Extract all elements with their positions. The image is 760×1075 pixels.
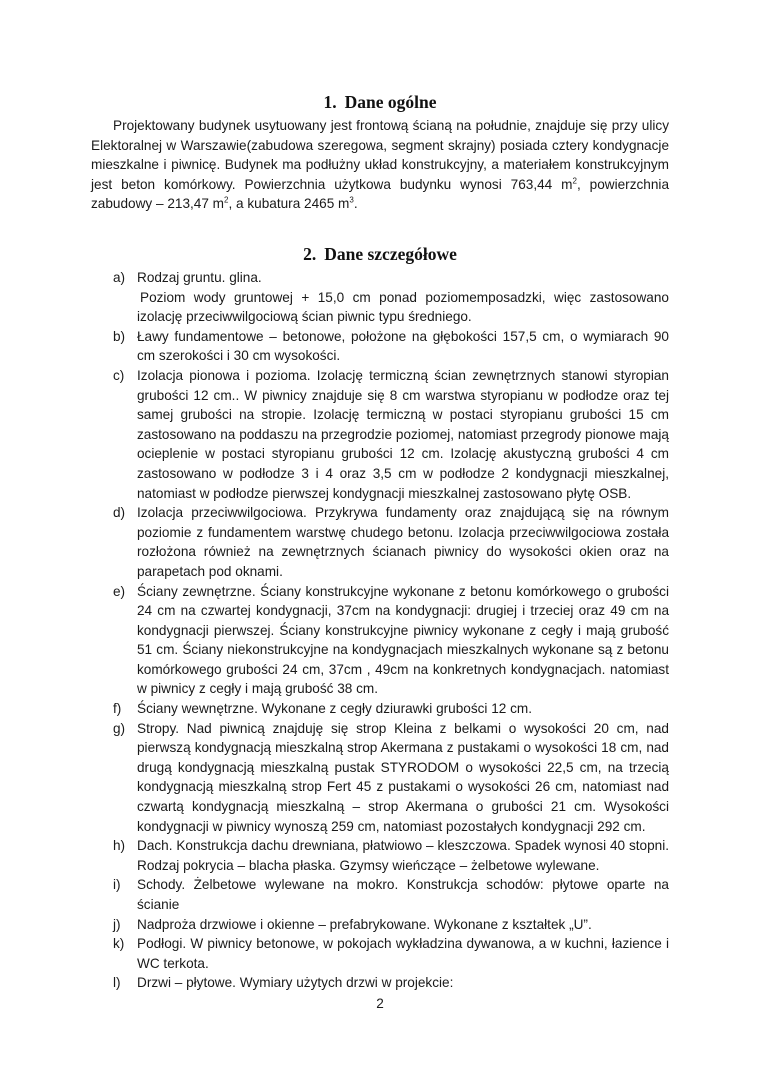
paragraph-text: Projektowany budynek usytuowany jest frontową ścianą na południe, znajduje się przy ulicy Elektoralnej w Warszawie(zabudowa szeregowa, segment skrajny) posiada cztery kondygnacje mieszkalne i piwnicę. Budynek ma podłużny układ konstrukcyjny, a materiałem konstrukcyjnym jest beton komórkowy. Powierzchnia użytkowa budynku wynosi 763,44 m [91, 118, 669, 192]
list-marker: f) [113, 701, 122, 717]
list-item-text: Schody. Żelbetowe wylewane na mokro. Konstrukcja schodów: płytowe oparte na ścianie [137, 877, 669, 912]
list-marker: h) [113, 838, 126, 854]
list-item-h [113, 836, 669, 875]
list-item-text: Stropy. Nad piwnicą znajduję się strop Kleina z belkami o wysokości 20 cm, nad pierwszą kondygnacją mieszkalną strop Akermana z pustakami o wysokości 18 cm, nad drugą kondygnacją mieszkalną pustak STYRODOM o wysokości 22,5 cm, na trzecią kondygnacją mieszkalną strop Fert 45 z pustakami o wysokości 26 cm, natomiast nad czwartą kondygnacją mieszkalną – strop Akermana o grubości 21 cm. Wysokości kondygnacji w piwnicy wynoszą 259 cm, natomiast pozostałych kondygnacji 292 cm. [137, 720, 669, 834]
list-marker: b) [113, 328, 126, 344]
superscript: 2 [572, 176, 577, 186]
list-item-text: Dach. Konstrukcja dachu drewniana, płatwiowo – kleszczowa. Spadek wynosi 40 stopni. Rodzaj pokrycia – blacha płaska. Gzymsy wieńczące – żelbetowe wylewane. [137, 838, 669, 873]
list-item-text: Drzwi – płytowe. Wymiary użytych drzwi w projekcie: [137, 975, 454, 991]
list-item-text: Rodzaj gruntu. glina. [137, 270, 262, 285]
list-marker: k) [113, 936, 125, 952]
section-2-title: Dane szczegółowe [324, 244, 457, 264]
section-1-paragraph [91, 116, 669, 214]
list-item-f [113, 699, 669, 719]
paragraph-text: , powierzchnia zabudowy – 213,47 m [91, 176, 670, 212]
list-marker: c) [113, 367, 125, 383]
details-list [113, 268, 669, 993]
list-item-text: Izolacja pionowa i pozioma. Izolację termiczną ścian zewnętrznych stanowi styropian grubości 12 cm.. W piwnicy znajduje się 8 cm warstwa styropianu w podłodze oraz tej samej grubości na stropie. Izolację termiczną w postaci styropianu grubości 15 cm zastosowano na poddaszu na przegrodzie poziomej, natomiast przegrody pionowe mają ocieplenie w postaci styropianu grubości 12 cm. Izolację akustyczną grubości 4 cm zastosowano w podłodze 3 i 4 oraz 3,5 cm w podłodze 2 kondygnacji mieszkalnej, natomiast w podłodze pierwszej kondygnacji mieszkalnej zastosowano płytę OSB. [137, 367, 669, 501]
list-marker: e) [113, 583, 126, 599]
list-item-subtext: Poziom wody gruntowej + 15,0 cm ponad poziomemposadzki, więc zastosowano izolację przeciwwilgociową ścian piwnic typu średniego. [137, 289, 669, 325]
section-2-number: 2. [303, 244, 317, 264]
list-item-j [113, 915, 669, 935]
list-item-i [113, 875, 669, 914]
list-item-text: Ściany wewnętrzne. Wykonane z cegły dziurawki grubości 12 cm. [137, 701, 533, 717]
list-item-e [113, 582, 669, 700]
list-item-b [113, 327, 669, 366]
list-marker: l) [113, 975, 121, 991]
list-item-text: Ławy fundamentowe – betonowe, położone na głębokości 157,5 cm, o wymiarach 90 cm szerokości i 30 cm wysokości. [137, 328, 669, 364]
list-item-g [113, 719, 669, 837]
section-2-heading [0, 244, 760, 265]
list-marker: a) [113, 270, 126, 285]
list-item-a [113, 268, 669, 327]
superscript: 3 [349, 195, 354, 205]
list-marker: g) [113, 720, 126, 736]
paragraph-text: , a kubatura 2465 m [228, 196, 350, 212]
superscript: 2 [224, 195, 229, 205]
list-item-text: Ściany zewnętrzne. Ściany konstrukcyjne wykonane z betonu komórkowego o grubości 24 cm na czwartej kondygnacji, 37cm na kondygnacji: drugiej i trzeciej oraz 49 cm na kondygnacji pierwszej. Ściany konstrukcyjne piwnicy wykonane z cegły i mają grubość 51 cm. Ściany niekonstrukcyjne na kondygnacjach mieszkalnych wykonane są z betonu komórkowego grubości 24 cm, 37cm , 49cm na konkretnych kondygnacjach. natomiast w piwnicy z cegły i mają grubość 38 cm. [137, 583, 669, 697]
list-marker: j) [113, 916, 121, 932]
list-item-c [113, 366, 669, 503]
list-item-d [113, 503, 669, 581]
page-number: 2 [376, 996, 384, 1011]
list-marker: d) [113, 505, 126, 521]
section-1-heading [0, 92, 760, 113]
paragraph-text: . [353, 196, 358, 212]
list-item-text: Podłogi. W piwnicy betonowe, w pokojach wykładzina dywanowa, a w kuchni, łazience i WC terkota. [137, 936, 669, 971]
list-item-l [113, 973, 669, 993]
list-marker: i) [113, 877, 121, 893]
section-1-number: 1. [323, 92, 337, 112]
list-item-k [113, 934, 669, 973]
list-item-text: Izolacja przeciwwilgociowa. Przykrywa fundamenty oraz znajdującą się na równym poziomie z fundamentem warstwę chudego betonu. Izolacja przeciwwilgociowa została rozłożona również na zewnętrznych ścianach piwnicy do wysokości okien oraz na parapetach pod oknami. [137, 505, 669, 579]
list-item-text: Nadproża drzwiowe i okienne – prefabrykowane. Wykonane z kształtek „U”. [137, 916, 592, 932]
section-1-title: Dane ogólne [344, 92, 437, 112]
